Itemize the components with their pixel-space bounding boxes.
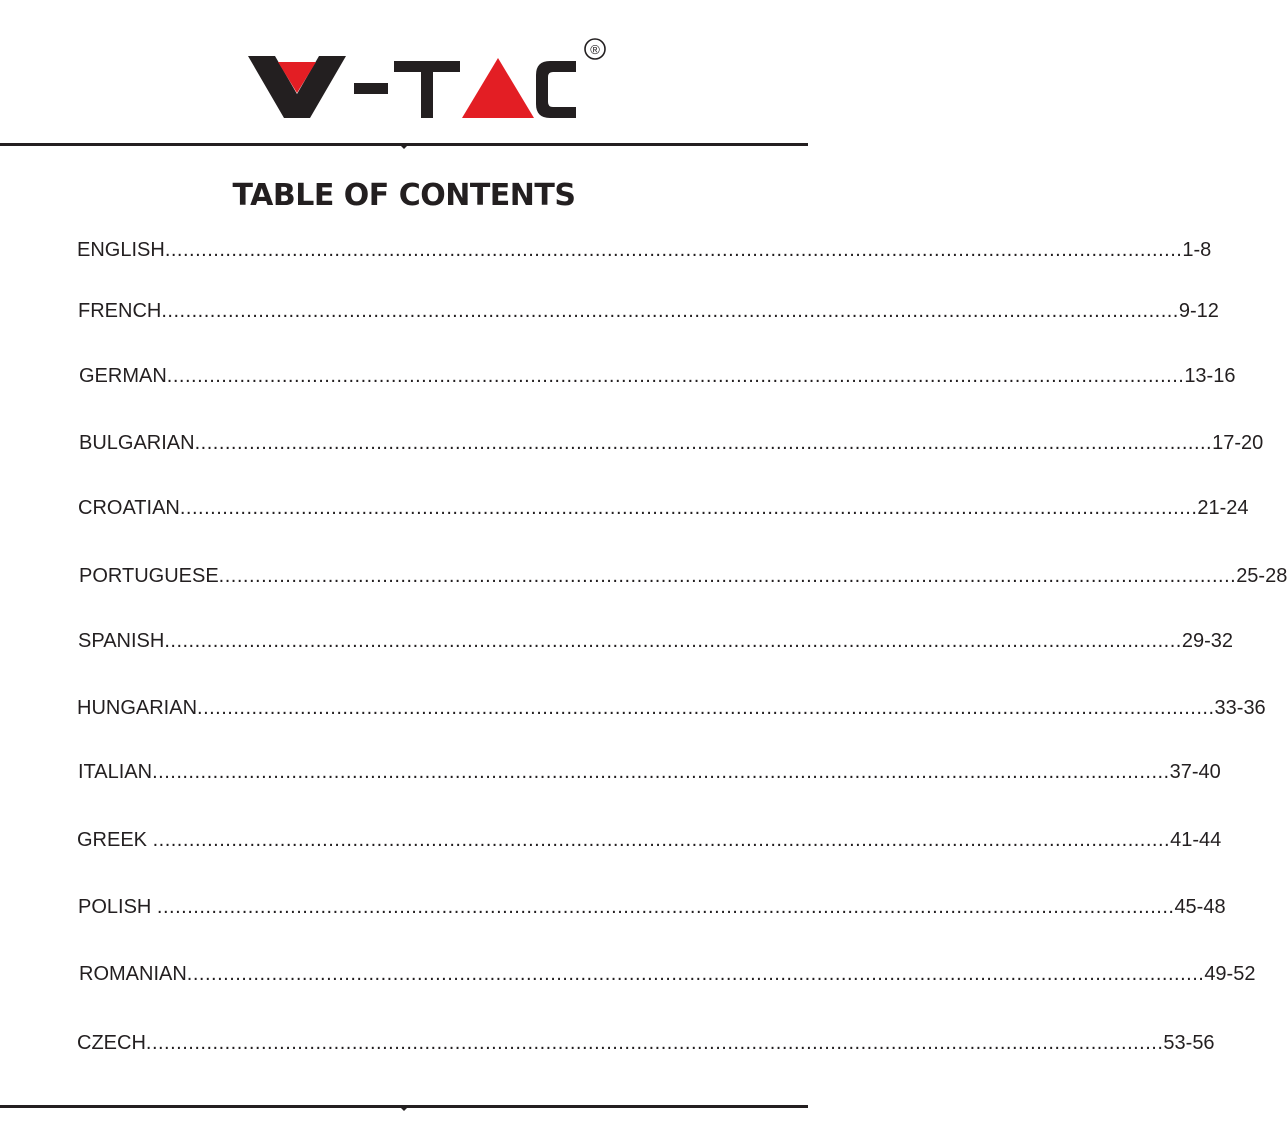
toc-language: ROMANIAN: [79, 963, 187, 985]
toc-leader: ........................................................................................................................................................................: [194, 432, 1213, 454]
toc-language: CROATIAN: [78, 497, 180, 519]
toc-pages: 41-44: [1170, 829, 1222, 851]
toc-entry-italian[interactable]: [78, 760, 1221, 784]
toc-language: GERMAN: [79, 365, 167, 387]
toc-leader: ........................................................................................................................................................................: [156, 896, 1175, 918]
toc-language: CZECH: [77, 1032, 146, 1054]
toc-pages: 45-48: [1174, 896, 1226, 918]
toc-pages: 25-28: [1236, 565, 1287, 587]
registered-mark-text: ®: [590, 42, 600, 57]
toc-entry-romanian[interactable]: [79, 962, 1256, 986]
toc-pages: 21-24: [1197, 497, 1249, 519]
toc-entry-czech[interactable]: [77, 1031, 1215, 1055]
toc-language: HUNGARIAN: [77, 697, 198, 719]
toc-leader: ........................................................................................................................................................................: [218, 565, 1237, 587]
toc-leader: ........................................................................................................................................................................: [179, 497, 1198, 519]
toc-pages: 29-32: [1181, 630, 1233, 652]
toc-entry-english[interactable]: [77, 238, 1212, 262]
toc-leader: ........................................................................................................................................................................: [186, 963, 1205, 985]
toc-leader: ........................................................................................................................................................................: [197, 697, 1215, 719]
toc-entry-german[interactable]: [79, 364, 1236, 388]
toc-entry-greek[interactable]: [77, 828, 1222, 852]
toc-leader: ........................................................................................................................................................................: [145, 1032, 1164, 1054]
toc-leader: ........................................................................................................................................................................: [164, 239, 1183, 261]
toc-pages: 53-56: [1163, 1032, 1215, 1054]
toc-language: FRENCH: [78, 300, 162, 322]
toc-language: BULGARIAN: [79, 432, 195, 454]
toc-leader: ........................................................................................................................................................................: [164, 630, 1182, 652]
toc-language: GREEK: [77, 829, 153, 851]
toc-entry-portuguese[interactable]: [79, 564, 1287, 588]
toc-language: ENGLISH: [77, 239, 165, 261]
toc-leader: ........................................................................................................................................................................: [152, 761, 1170, 783]
toc-entry-bulgarian[interactable]: [79, 431, 1264, 455]
toc-language: PORTUGUESE: [79, 565, 219, 587]
toc-entry-spanish[interactable]: [78, 629, 1233, 653]
toc-pages: 17-20: [1212, 432, 1264, 454]
toc-pages: 13-16: [1184, 365, 1236, 387]
toc-pages: 9-12: [1178, 300, 1219, 322]
toc-language: ITALIAN: [78, 761, 153, 783]
toc-entry-polish[interactable]: [78, 895, 1226, 919]
toc-pages: 33-36: [1214, 697, 1266, 719]
toc-pages: 37-40: [1169, 761, 1221, 783]
toc-language: SPANISH: [78, 630, 165, 652]
toc-entry-croatian[interactable]: [78, 496, 1249, 520]
toc-pages: 49-52: [1204, 963, 1256, 985]
toc-leader: ........................................................................................................................................................................: [166, 365, 1185, 387]
footer-rule: [0, 1105, 808, 1108]
page-title: TABLE OF CONTENTS: [232, 178, 576, 213]
toc-leader: ........................................................................................................................................................................: [161, 300, 1179, 322]
toc-pages: 1-8: [1182, 239, 1212, 261]
toc-entry-french[interactable]: [78, 299, 1219, 323]
toc-leader: ........................................................................................................................................................................: [152, 829, 1171, 851]
toc-language: POLISH: [78, 896, 157, 918]
toc-entry-hungarian[interactable]: [77, 696, 1266, 720]
